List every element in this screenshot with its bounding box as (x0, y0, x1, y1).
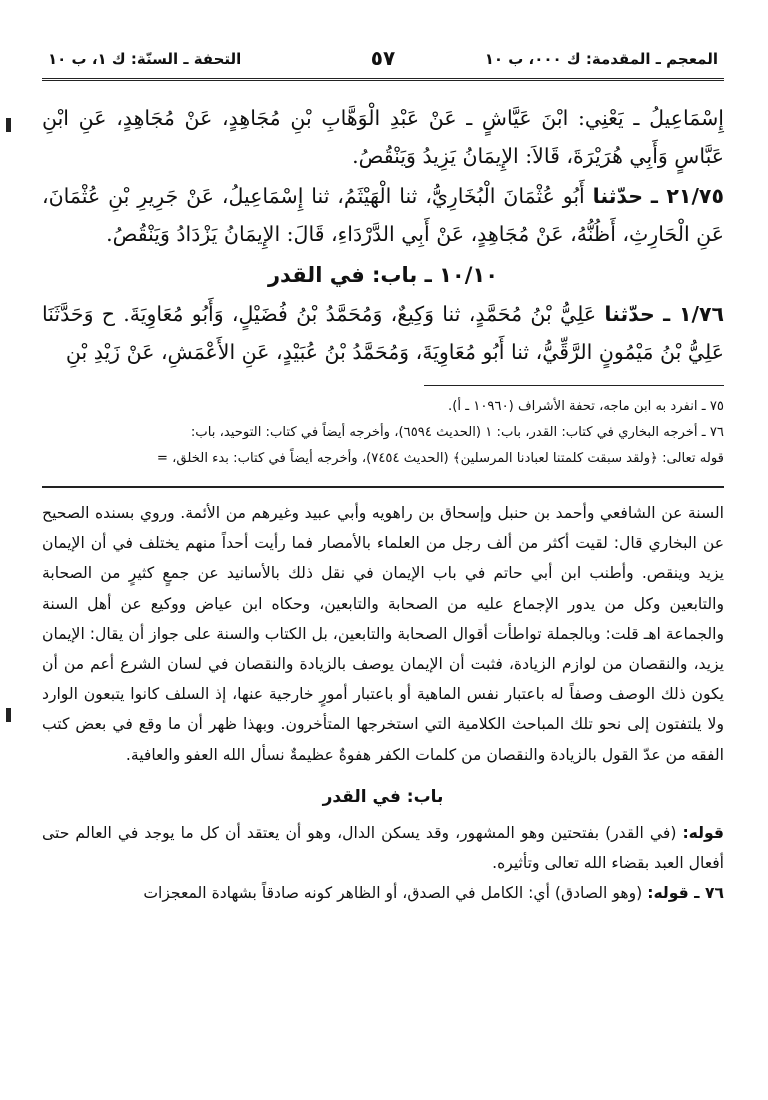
margin-mark (6, 118, 11, 132)
commentary-note-1 (42, 818, 724, 878)
note-label: ٧٦ ـ قوله: (647, 884, 724, 903)
hadith-body: أَبُو عُثْمَانَ الْبُخَارِيُّ، ثنا الْهَيْثَمُ، ثنا إِسْمَاعِيلُ، عَنْ جَرِيرِ بْنِ عُثْمَانَ، عَنِ الْحَارِثِ، أَظُنُّهُ، عَنْ مُجَاهِدٍ، عَنْ أَبِي الدَّرْدَاءِ، قَالَ: الإِيمَانُ يَزْدَادُ وَيَنْقُصُ. (42, 184, 724, 246)
note-label: قوله: (682, 824, 724, 843)
commentary-section (42, 498, 724, 909)
header-left-reference: التحفة ـ السنّة: ك ١، ب ١٠ (48, 50, 242, 68)
footnote-76-line-2: قوله تعالى: ﴿ولقد سبقت كلمتنا لعبادنا المرسلين﴾ (الحديث ٧٤٥٤)، وأخرجه أيضاً في كتاب: بدء الخلق، = (156, 451, 724, 466)
note-text: (وهو الصادق) أي: الكامل في الصدق، أو الظاهر كونه صادقاً بشهادة المعجزات (143, 884, 643, 903)
commentary-chapter-title: باب: في القدر (322, 786, 444, 807)
page-number: ٥٧ (370, 46, 396, 70)
footnote-75: ٧٥ ـ انفرد به ابن ماجه، تحفة الأشراف (١٠٩٦٠ ـ أ). (448, 399, 724, 414)
chapter-title: ١٠/١٠ ـ باب: في القدر (267, 263, 499, 287)
margin-mark (6, 708, 11, 722)
footnote-76-line-1: ٧٦ ـ أخرجه البخاري في كتاب: القدر، باب: ١ (الحديث ٦٥٩٤)، وأخرجه أيضاً في كتاب: التوحيد، باب: (190, 425, 724, 440)
footnote-rule (424, 385, 724, 386)
hadith-text-section (42, 99, 724, 371)
tahdith-word: حدّثنا (604, 302, 655, 326)
page-header (42, 44, 724, 81)
note-text: (في القدر) بفتحتين وهو المشهور، وقد يسكن الدال، وهو أن يعتقد أن كل ما يوجد في العالم حتى أفعال العبد بقضاء الله تعالى وتأثيره. (42, 824, 724, 873)
hadith-74-continuation: إِسْمَاعِيلُ ـ يَعْنِي: ابْنَ عَيَّاشٍ ـ عَنْ عَبْدِ الْوَهَّابِ بْنِ مُجَاهِدٍ، عَنْ مُجَاهِدٍ، عَنِ ابْنِ عَبَّاسٍ وَأَبِي هُرَيْرَةَ، قَالاَ: الإِيمَانُ يَزِيدُ وَيَنْقُصُ. (42, 106, 724, 168)
tahdith-word: حدّثنا (592, 184, 644, 208)
header-right-reference: المعجم ـ المقدمة: ك ٠٠٠، ب ١٠ (484, 50, 718, 68)
hadith-75 (42, 177, 724, 253)
hadith-number: ١/٧٦ ـ (663, 302, 724, 326)
commentary-separator (42, 486, 724, 488)
footnotes (42, 394, 724, 472)
hadith-76 (42, 295, 724, 371)
hadith-number: ٢١/٧٥ ـ (650, 184, 724, 208)
hadith-body: عَلِيُّ بْنُ مُحَمَّدٍ، ثنا وَكِيعٌ، وَمُحَمَّدُ بْنُ فُضَيْلٍ، وَأَبُو مُعَاوِيَةَ. ح وَحَدَّثَنَا عَلِيُّ بْنُ مَيْمُونٍ الرَّقِّيُّ، ثنا أَبُو مُعَاوِيَةَ، وَمُحَمَّدُ بْنُ عُبَيْدٍ، عَنِ الأَعْمَشِ، عَنْ زَيْدِ بْنِ (42, 302, 724, 364)
commentary-paragraph: السنة عن الشافعي وأحمد بن حنبل وإسحاق بن راهويه وأبي عبيد وغيرهم من الأئمة. وروي بسنده الصحيح عن البخاري قال: لقيت أكثر من ألف رجل من العلماء بالأمصار فما رأيت أحداً منهم يختلف في أن الإيمان يزيد وينقص. وأطنب ابن أبي حاتم في باب الإيمان في نقل ذلك بالأسانيد عن جمعٍ كثيرٍ من الصحابة والتابعين وكل من يدور الإجماع عليه من الصحابة والتابعين، وحكاه ابن عياض ووكيع عن أهل السنة والجماعة اهـ قلت: وبالجملة تواطأت أقوال الصحابة والتابعين، بل الكتاب والسنة على جواز أن يقال: الإيمان يزيد، والنقصان من لوازم الزيادة، فثبت أن الإيمان يوصف بالزيادة والنقصان في لسان الشرع أعم من أن يكون ذلك الوصف وصفاً له باعتبار نفس الماهية أو باعتبار أمورٍ خارجية عنها، إذ السلف كانوا يتبعون الوارد ولا يلتفتون إلى نحو تلك المباحث الكلامية التي استخرجها المتأخرون. وبهذا ظهر أن ما وقع في بعض كتب الفقه من عدّ القول بالزيادة والنقصان من كلمات الكفر هفوةٌ عظيمةٌ نسأل الله العفو والعافية. (42, 504, 724, 764)
commentary-note-2 (42, 878, 724, 908)
book-page (42, 44, 724, 1100)
